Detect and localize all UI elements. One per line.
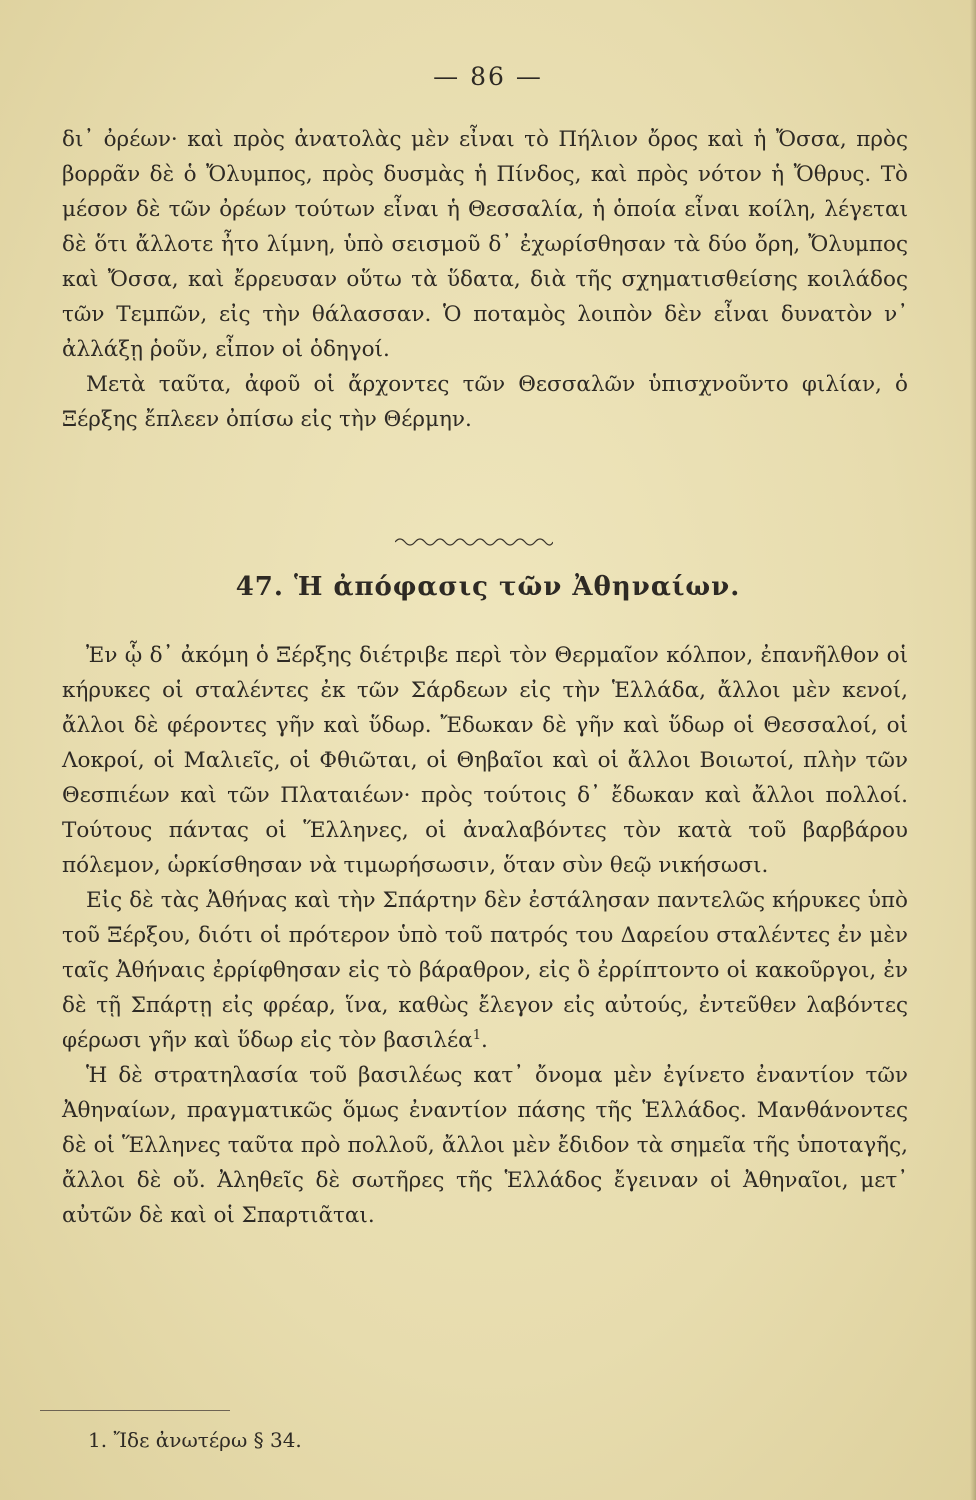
paragraph: Ἐν ᾧ δ᾿ ἀκόμη ὁ Ξέρξης διέτριβε περὶ τὸν Θερμαῖον κόλπον, ἐπανῆλθον οἱ κήρυκες οἱ σταλέντες ἐκ τῶν Σάρδεων εἰς τὴν Ἑλλάδα, ἄλλοι μὲν κενοί, ἄλλοι δὲ φέροντες γῆν καὶ ὕδωρ. Ἔδωκαν δὲ γῆν καὶ ὕδωρ οἱ Θεσσαλοί, οἱ Λοκροί, οἱ Μαλιεῖς, οἱ Φθιῶται, οἱ Θηβαῖοι καὶ οἱ ἄλλοι Βοιωτοί, πλὴν τῶν Θεσπιέων καὶ τῶν Πλαταιέων· πρὸς τούτοις δ᾿ ἔδωκαν καὶ ἄλλοι πολλοί. Τούτους πάντας οἱ Ἕλληνες, οἱ ἀναλαβόντες τὸν κατὰ τοῦ βαρβάρου πόλεμον, ὡρκίσθησαν νὰ τιμωρήσωσιν, ὅταν σὺν θεῷ νικήσωσι. xyxy=(62,643,908,878)
section-heading: 47. Ἡ ἀπόφασις τῶν Ἀθηναίων. xyxy=(235,572,741,602)
paragraph-text: Εἰς δὲ τὰς Ἀθήνας καὶ τὴν Σπάρτην δὲν ἐστάλησαν παντελῶς κήρυκες ὑπὸ τοῦ Ξέρξου, διότι οἱ πρότερον ὑπὸ τοῦ πατρός του Δαρείου σταλέντες ἐν μὲν ταῖς Ἀθήναις ἐρρίφθησαν εἰς τὸ βάραθρον, εἰς ὃ ἐρρίπτοντο οἱ κακοῦργοι, ἐν δὲ τῇ Σπάρτῃ εἰς φρέαρ, ἵνα, καθὼς ἔλεγον εἰς αὐτούς, ἐντεῦθεν λαβόντες φέρωσι γῆν καὶ ὕδωρ εἰς τὸν βασιλέα xyxy=(62,888,908,1053)
wave-ornament-divider xyxy=(395,534,553,550)
page-number: — 86 — xyxy=(433,62,543,91)
paragraph-with-footnote xyxy=(62,883,908,1058)
sentence-end: . xyxy=(481,1028,488,1053)
footnote-divider xyxy=(40,1410,230,1411)
section-body xyxy=(62,638,908,1233)
footnote: 1. Ἴδε ἀνωτέρω § 34. xyxy=(88,1428,302,1452)
continuation-text xyxy=(62,122,908,437)
page-edge-shadow xyxy=(970,0,976,1500)
paragraph: Ἡ δὲ στρατηλασία τοῦ βασιλέως κατ᾿ ὄνομα μὲν ἐγίνετο ἐναντίον τῶν Ἀθηναίων, πραγματικῶς ὅμως ἐναντίον πάσης τῆς Ἑλλάδος. Μανθάνοντες δὲ οἱ Ἕλληνες ταῦτα πρὸ πολλοῦ, ἄλλοι μὲν ἔδιδον τὰ σημεῖα τῆς ὑποταγῆς, ἄλλοι δὲ οὔ. Ἀληθεῖς δὲ σωτῆρες τῆς Ἑλλάδος ἔγειναν οἱ Ἀθηναῖοι, μετ᾿ αὐτῶν δὲ καὶ οἱ Σπαρτιᾶται. xyxy=(62,1063,908,1228)
footnote-reference: 1 xyxy=(472,1027,481,1043)
paragraph: Μετὰ ταῦτα, ἀφοῦ οἱ ἄρχοντες τῶν Θεσσαλῶν ὑπισχνοῦντο φιλίαν, ὁ Ξέρξης ἔπλεεν ὀπίσω εἰς τὴν Θέρμην. xyxy=(62,372,908,432)
paragraph: δι᾿ ὀρέων· καὶ πρὸς ἀνατολὰς μὲν εἶναι τὸ Πήλιον ὄρος καὶ ἡ Ὄσσα, πρὸς βορρᾶν δὲ ὁ Ὄλυμπος, πρὸς δυσμὰς ἡ Πίνδος, καὶ πρὸς νότον ἡ Ὄθρυς. Τὸ μέσον δὲ τῶν ὀρέων τούτων εἶναι ἡ Θεσσαλία, ἡ ὁποία εἶναι κοίλη, λέγεται δὲ ὅτι ἄλλοτε ἦτο λίμνη, ὑπὸ σεισμοῦ δ᾿ ἐχωρίσθησαν τὰ δύο ὄρη, Ὄλυμπος καὶ Ὄσσα, καὶ ἔρρευσαν οὕτω τὰ ὕδατα, διὰ τῆς σχηματισθείσης κοιλάδος τῶν Τεμπῶν, εἰς τὴν θάλασσαν. Ὁ ποταμὸς λοιπὸν δὲν εἶναι δυνατὸν ν᾿ ἀλλάξῃ ῥοῦν, εἶπον οἱ ὁδηγοί. xyxy=(62,127,908,362)
